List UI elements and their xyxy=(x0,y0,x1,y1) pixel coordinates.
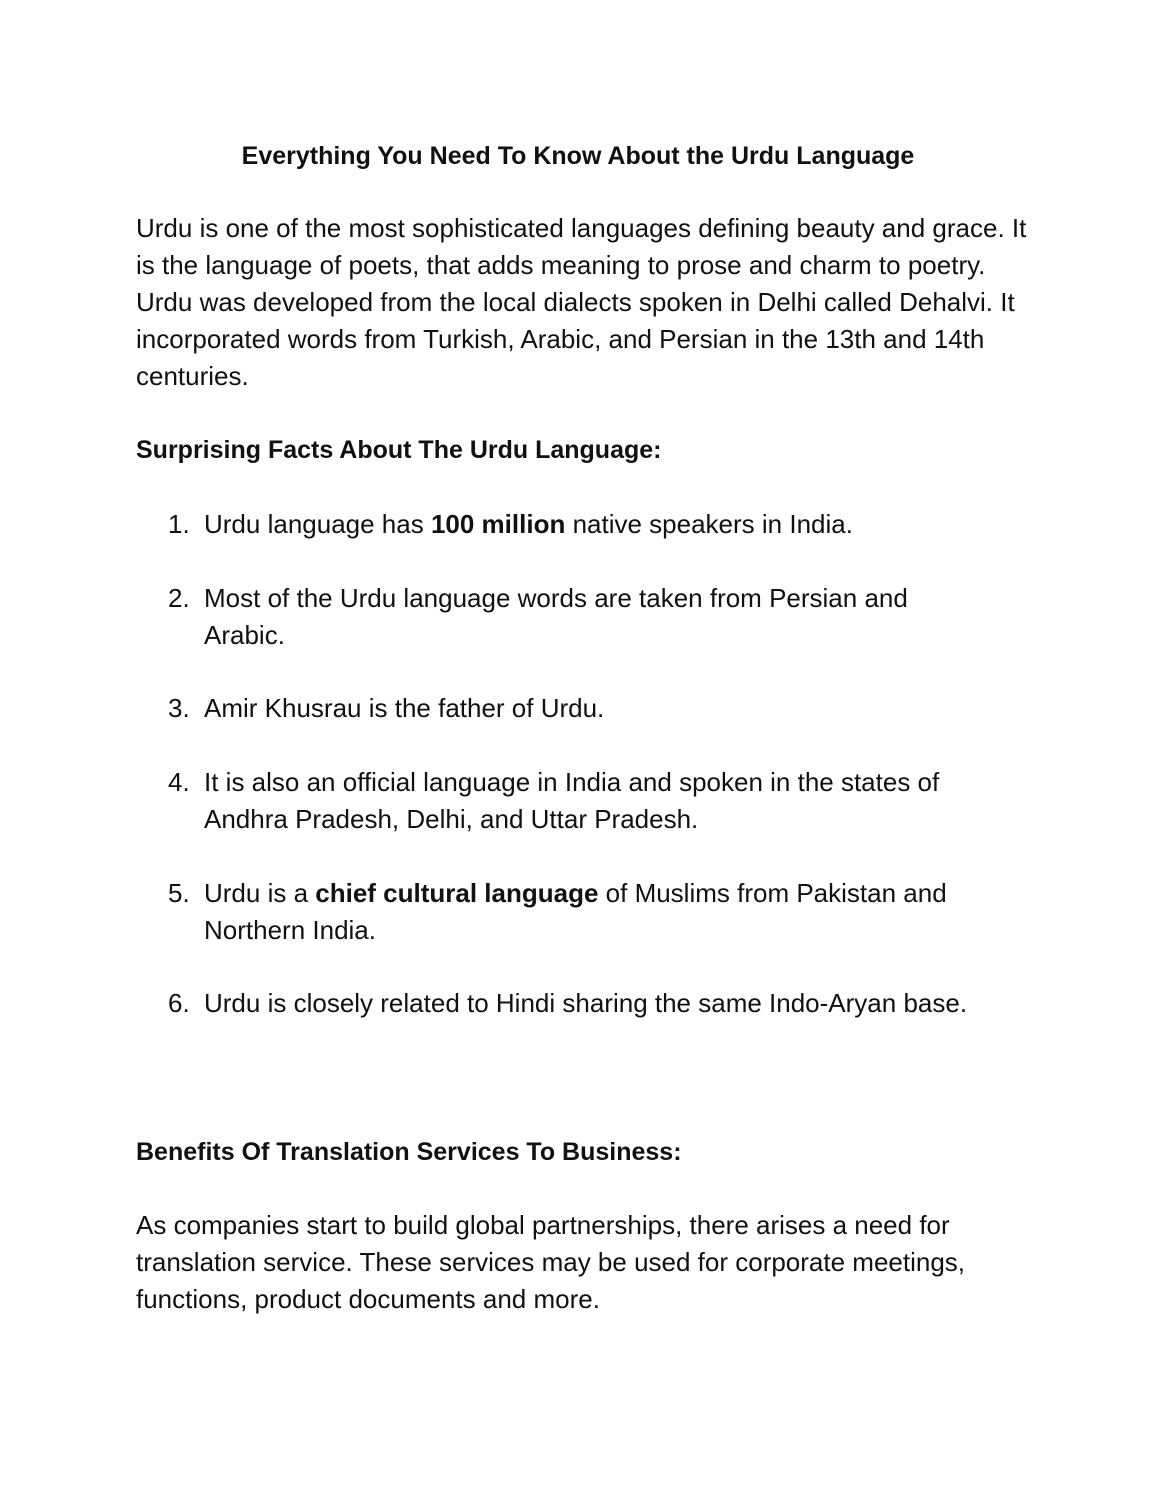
list-item-number: 1. xyxy=(168,509,190,539)
list-item xyxy=(168,690,1048,727)
list-item-number: 3. xyxy=(168,693,190,723)
list-item-number: 2. xyxy=(168,583,190,613)
list-item-text: Urdu language has 100 million native speakers in India. xyxy=(204,509,853,539)
list-item-number: 5. xyxy=(168,878,190,908)
list-item xyxy=(168,985,1048,1022)
list-item-text: Most of the Urdu language words are taken from Persian and Arabic. xyxy=(204,583,908,650)
list-item-text: Urdu is a chief cultural language of Muslims from Pakistan and Northern India. xyxy=(204,878,947,945)
facts-heading: Surprising Facts About The Urdu Language: xyxy=(136,436,662,464)
list-item xyxy=(168,506,1048,543)
list-item-text: Urdu is closely related to Hindi sharing the same Indo-Aryan base. xyxy=(204,988,968,1018)
bold-phrase: chief cultural language xyxy=(315,878,599,908)
benefits-heading: Benefits Of Translation Services To Business: xyxy=(136,1138,682,1166)
document-title: Everything You Need To Know About the Urdu Language xyxy=(241,142,915,170)
list-item-number: 4. xyxy=(168,767,190,797)
list-item xyxy=(168,580,1048,654)
list-item-number: 6. xyxy=(168,988,190,1018)
intro-paragraph: Urdu is one of the most sophisticated languages defining beauty and grace. It is the language of poets, that adds meaning to prose and charm to poetry. Urdu was developed from the local dialects spoken in Delhi called Dehalvi. It incorporated words from Turkish, Arabic, and Persian in the 13th and 14th centuries. xyxy=(136,213,1027,391)
benefits-paragraph: As companies start to build global partnerships, there arises a need for translation service. These services may be used for corporate meetings, functions, product documents and more. xyxy=(136,1210,966,1314)
list-item xyxy=(168,875,1048,949)
bold-phrase: 100 million xyxy=(430,509,566,539)
list-item xyxy=(168,764,1048,838)
list-item-text: Amir Khusrau is the father of Urdu. xyxy=(204,693,605,723)
list-item-text: It is also an official language in India and spoken in the states of Andhra Pradesh, Delhi, and Uttar Pradesh. xyxy=(204,767,940,834)
